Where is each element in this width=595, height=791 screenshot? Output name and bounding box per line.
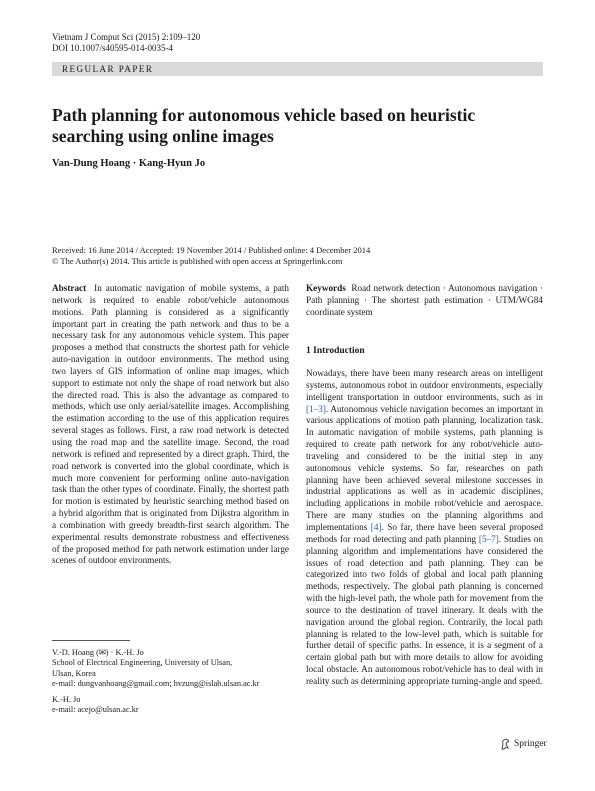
journal-citation: Vietnam J Comput Sci (2015) 2:109–120 xyxy=(52,32,201,42)
affiliation-authors: V.-D. Hoang (✉) · K.-H. Jo xyxy=(52,648,144,657)
springer-horse-icon xyxy=(500,738,511,750)
affiliation-author-2: K.-H. Jo xyxy=(52,695,81,705)
keywords-text: Road network detection · Autonomous navigation · Path planning · The shortest path estimation · UTM/WG84 coordinate system xyxy=(306,283,544,317)
intro-heading: 1 Introduction xyxy=(306,346,365,356)
affiliation-email-2: e-mail: acejo@ulsan.ac.kr xyxy=(52,705,139,715)
abstract-text: In automatic navigation of mobile systems, a path network is required to enable robot/vehicle autonomous motions. Path planning is considered as a significantly important part in creating the path network and thus to be a necessary task for any autonomous vehicle system. This paper proposes a method that constructs the shortest path for vehicle auto-navigation in outdoor environments. The method using two layers of GIS information of online map images, which support to estimate not only the shape of road network but also the directed road. This is also the advantage as compared to methods, which use only aerial/satellite images. Accomplishing the estimation according to the use of this application requires several stages as follows. First, a raw road network is detected using the road map and the satellite image. Second, the road network is refined and represented by a direct graph. Third, the road network is converted into the global coordinate, which is much more convenient for performing online auto-navigation task than the other types of coordinate. Finally, the shortest path for motion is estimated by heuristic searching method based on a hybrid algorithm that is originated from Dijkstra algorithm in a combination with greedy breadth-first search algorithm. The experimental results demonstrate robustness and effectiveness of the proposed method for path network estimation under large scenes of outdoor environments. xyxy=(52,283,290,566)
citation-link[interactable]: [4] xyxy=(370,521,382,532)
keywords xyxy=(306,283,543,319)
author-2: Kang-Hyun Jo xyxy=(138,158,206,169)
copyright-line: © The Author(s) 2014. This article is published with open access at Springerlink.com xyxy=(52,255,343,266)
publisher-name: Springer xyxy=(514,739,547,749)
intro-paragraph xyxy=(306,368,543,688)
affiliation-school: School of Electrical Engineering, University of Ulsan, xyxy=(52,658,233,668)
author-separator: · xyxy=(132,158,137,169)
citation-link[interactable]: [5–7] xyxy=(478,533,499,544)
intro-text-1: Nowadays, there have been many research areas on intelligent systems, autonomous robot in outdoor environments, especially intelligent transportation in outdoor environments, such as in xyxy=(306,368,543,402)
authors xyxy=(52,158,205,169)
footnote-divider xyxy=(52,640,130,641)
publisher-footer xyxy=(500,738,547,750)
dates-line: Received: 16 June 2014 / Accepted: 19 November 2014 / Published online: 4 December 2014 xyxy=(52,245,371,255)
abstract xyxy=(52,283,289,567)
section-label: REGULAR PAPER xyxy=(62,64,154,74)
affiliation-city: Ulsan, Korea xyxy=(52,668,96,678)
intro-text-3: . So far, there have been several proposed methods for road detecting and path planning xyxy=(306,521,543,544)
publication-dates xyxy=(52,245,370,266)
abstract-label: Abstract xyxy=(52,283,87,293)
intro-text-4: . Studies on planning algorithm and implementations have considered the issues of road detection and path planning. They can be categorized into two folds of global and local path planning methods, respectively. The global path planning is concerned with the high-level path, the whole path for movement from the source to the destination of travel itinerary. It deals with the navigation around the global region. Contrarily, the local path planning is related to the low-level path, which is suitable for further detail of specific paths. In essence, it is a segment of a certain global path but with more details to allow for avoiding local obstacle. An autonomous robot/vehicle has to deal with in reality such as determining appropriate turning-angle and speed. xyxy=(306,533,543,686)
section-band xyxy=(52,62,543,76)
author-1: Van-Dung Hoang xyxy=(52,158,131,169)
affiliation-email: e-mail: dungvanhoang@gmail.com; hvzung@islab.ulsan.ac.kr xyxy=(52,678,260,688)
citation-link[interactable]: [1–3] xyxy=(306,403,326,414)
affiliation-block xyxy=(52,648,259,716)
doi: DOI 10.1007/s40595-014-0035-4 xyxy=(52,43,173,53)
paper-title: Path planning for autonomous vehicle based on heuristic searching using online images xyxy=(52,105,476,146)
keywords-label: Keywords xyxy=(306,283,346,293)
intro-text-2: . Autonomous vehicle navigation becomes an important in various applications of motion path planning, localization task. In automatic navigation of mobile systems, path planning is required to create path network for any robot/vehicle auto-traveling and considered to be the initial step in any autonomous vehicle systems. So far, researches on path planning have been achieved several milestone successes in industrial applications as well as in academic disciplines, including applications in mobile robot/vehicle and aerospace. There are many studies on the planning algorithms and implementations xyxy=(306,403,543,532)
